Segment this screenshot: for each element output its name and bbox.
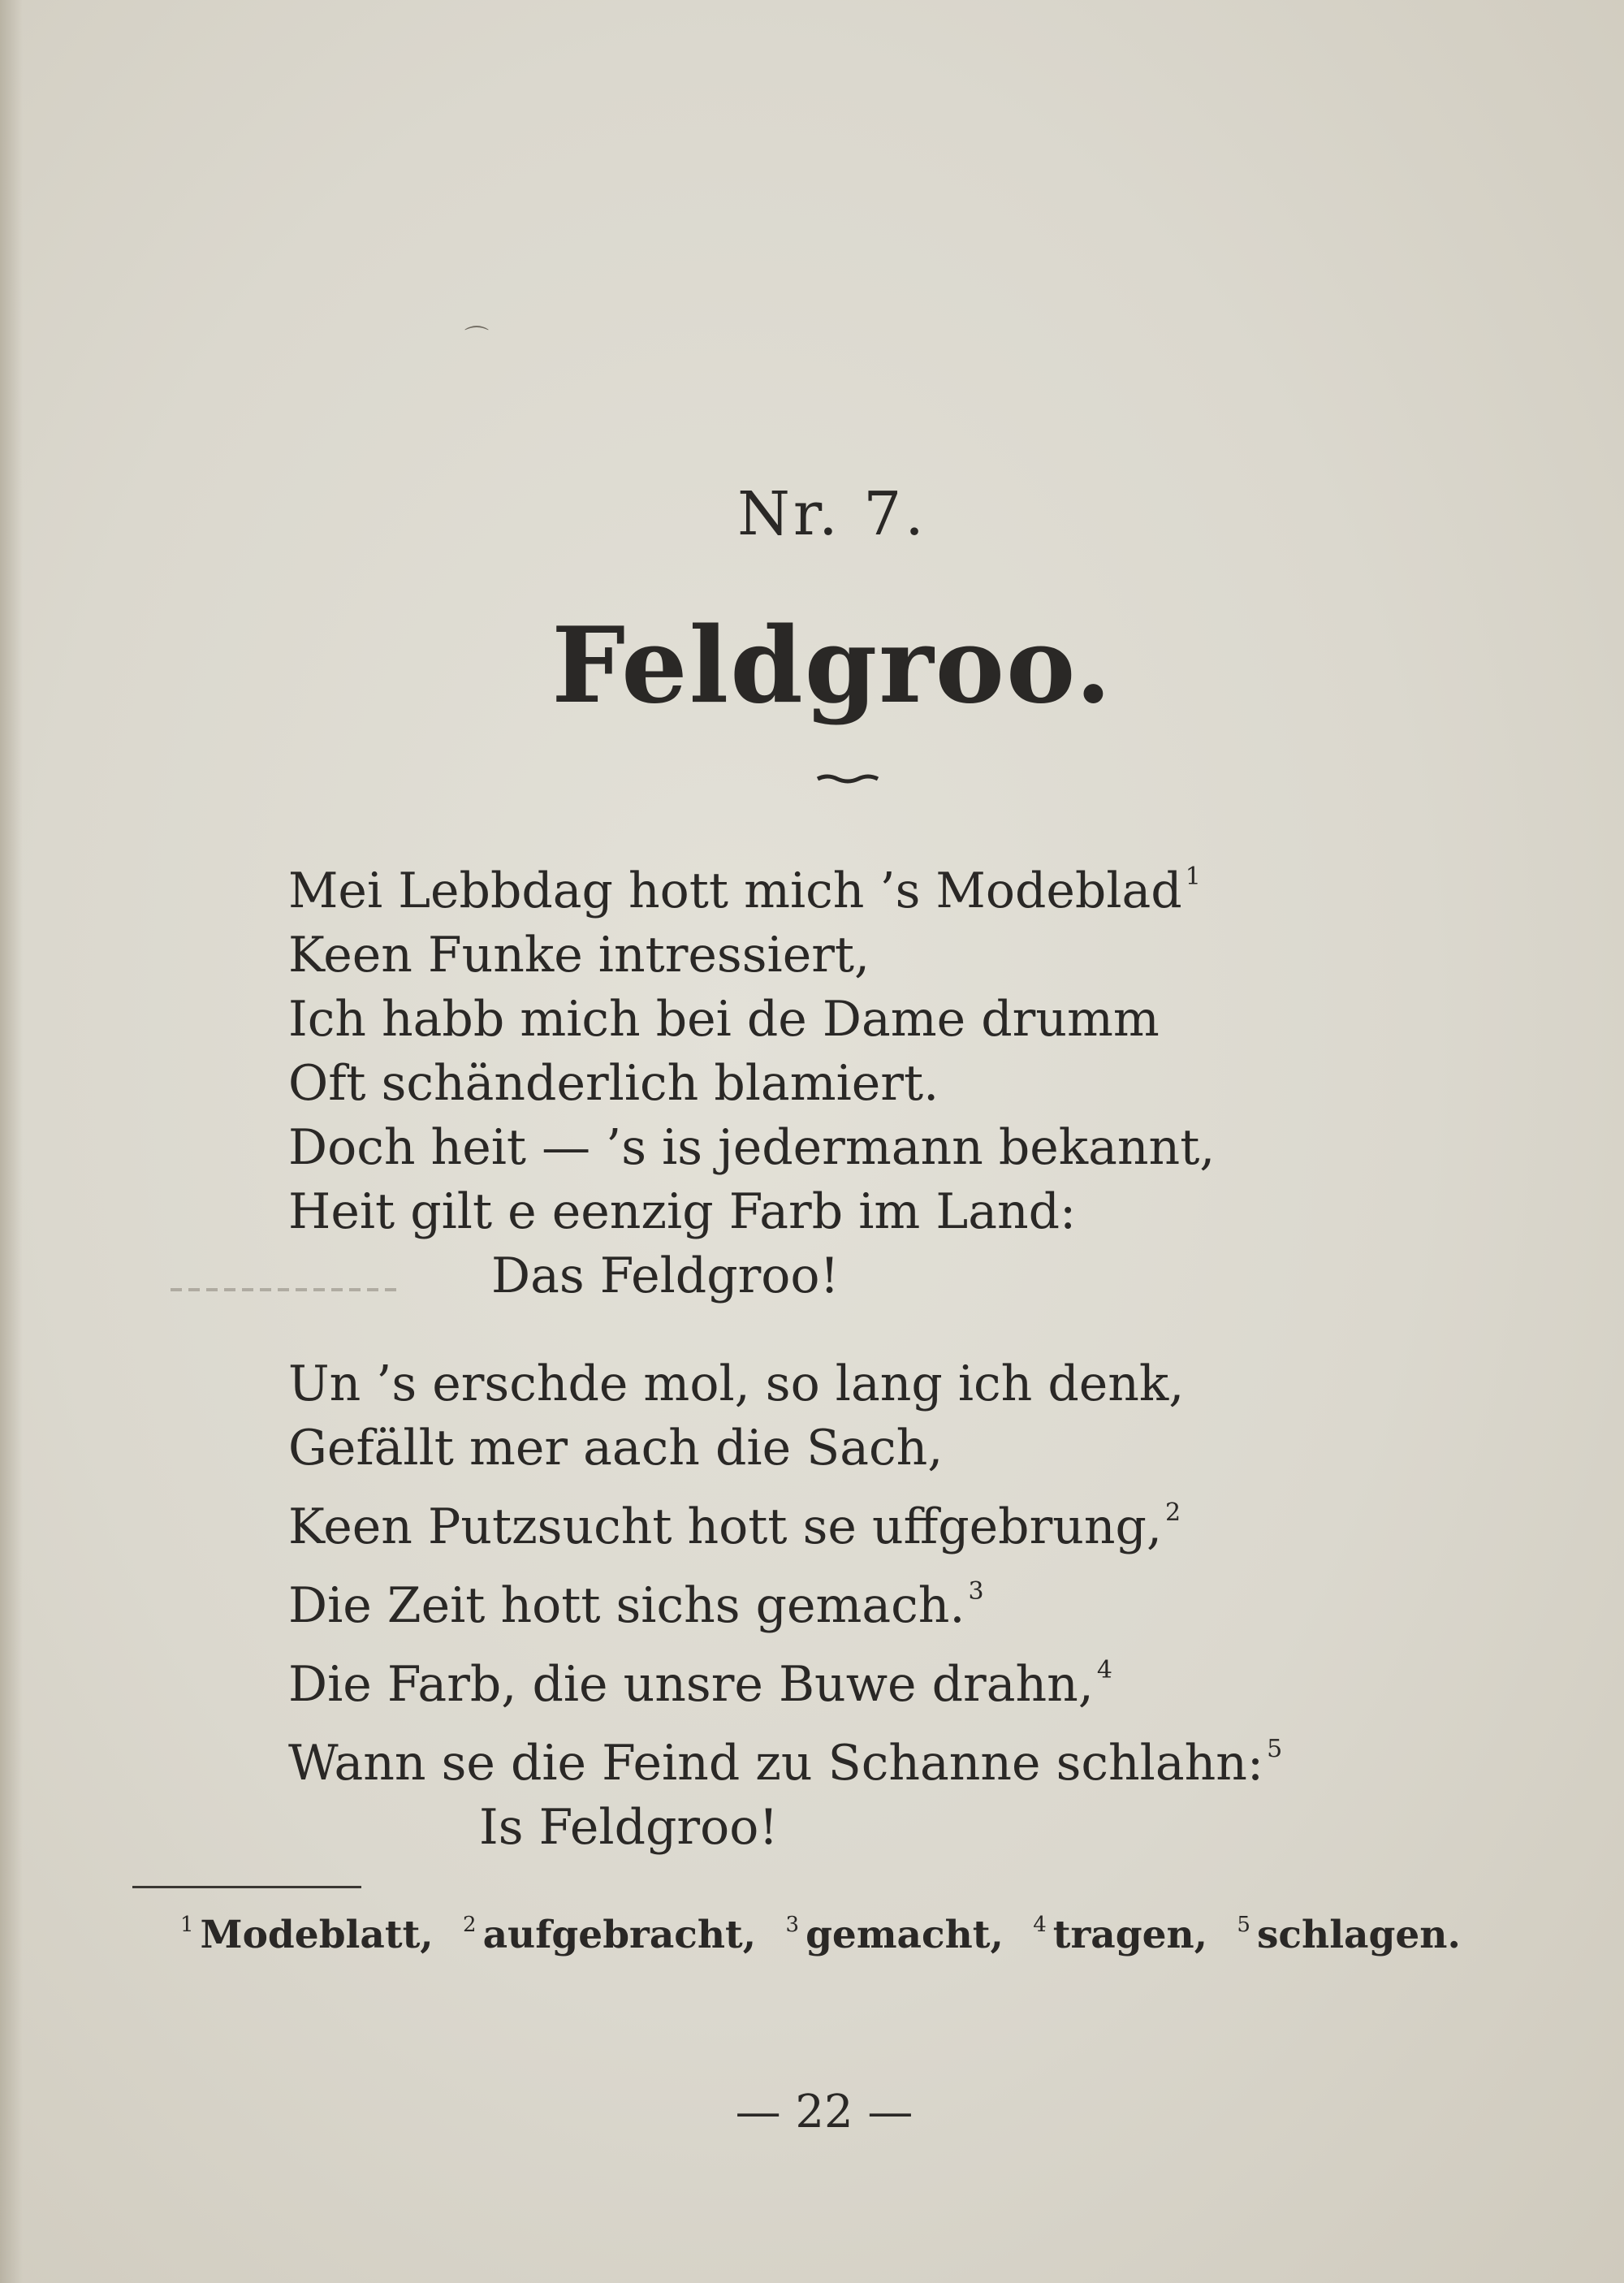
footnote	[1237, 1913, 1460, 1957]
page-spine-shadow	[0, 0, 23, 2283]
footnote	[786, 1913, 1020, 1957]
footnote-text: schlagen.	[1256, 1913, 1461, 1957]
footnote-marker: 2	[1165, 1498, 1181, 1527]
footnote-marker: 4	[1096, 1656, 1112, 1684]
footnote	[463, 1913, 772, 1957]
verse-line: Mei Lebbdag hott mich ’s Modeblad $^1$	[288, 863, 1201, 919]
footnote-number: 1	[180, 1913, 194, 1937]
verse-line: Un ’s erschde mol, so lang ich denk,	[288, 1356, 1185, 1412]
footnote-text: gemacht,	[806, 1913, 1004, 1957]
title-ornament-divider	[816, 773, 879, 785]
verse-line: Wann se die Feind zu Schanne schlahn: $^5$	[288, 1735, 1283, 1792]
verse-line: Keen Funke intressiert,	[288, 927, 870, 984]
stanza-1	[288, 845, 1215, 1308]
poem-number: Nr. 7.	[737, 479, 927, 549]
footnote-marker: 5	[1267, 1735, 1283, 1763]
refrain-line: Is Feldgroo!	[479, 1799, 779, 1856]
footnote-number: 2	[463, 1913, 477, 1937]
verse-line: Gefällt mer aach die Sach,	[288, 1420, 944, 1477]
footnote	[1033, 1913, 1224, 1957]
footnote-number: 5	[1237, 1913, 1250, 1937]
footnote-text: tragen,	[1052, 1913, 1208, 1957]
footnotes	[180, 1913, 1461, 1957]
footnote-rule	[132, 1886, 361, 1888]
page-number: — 22 —	[735, 2086, 914, 2138]
stanza-2	[288, 1352, 1282, 1860]
footnote-number: 4	[1033, 1913, 1047, 1937]
footnote-text: aufgebracht,	[482, 1913, 757, 1957]
verse-line: Doch heit — ’s is jedermann bekannt,	[288, 1119, 1216, 1176]
verse-line: Heit gilt e eenzig Farb im Land:	[288, 1183, 1077, 1240]
verse-line: Die Farb, die unsre Buwe drahn, $^4$	[288, 1656, 1112, 1713]
stray-pencil-mark: ⌒	[464, 325, 489, 353]
footnote-marker: 3	[968, 1577, 984, 1606]
footnote-number: 3	[785, 1913, 800, 1937]
refrain-line: Das Feldgroo!	[491, 1247, 840, 1304]
verse-line: Keen Putzsucht hott se uffgebrung, $^2$	[288, 1498, 1181, 1555]
footnote-marker: 1	[1185, 863, 1201, 891]
verse-line: Die Zeit hott sichs gemach. $^3$	[288, 1577, 984, 1634]
footnote	[180, 1913, 450, 1957]
verse-line: Ich habb mich bei de Dame drumm	[288, 991, 1160, 1048]
pencil-dash-mark	[171, 1288, 398, 1291]
verse-line: Oft schänderlich blamiert.	[288, 1055, 939, 1112]
poem-title: Feldgroo.	[551, 605, 1113, 727]
footnote-text: Modeblatt,	[200, 1913, 434, 1957]
